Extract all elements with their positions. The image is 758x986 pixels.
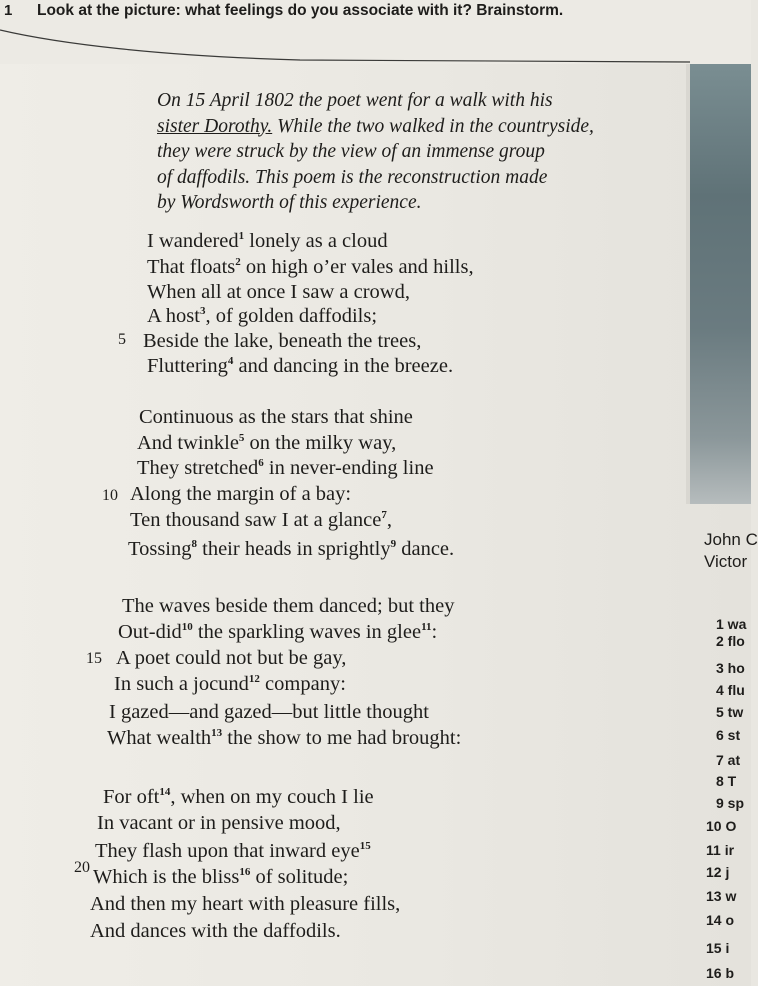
poem-line: Out-did$^{10}$ the sparkling waves in glee$^{11}$: <box>118 621 438 643</box>
glossary-column <box>700 570 751 986</box>
footnote-marker: 5 <box>238 432 245 445</box>
line-number: 5 <box>118 331 126 348</box>
task-number: 1 <box>4 2 13 19</box>
footnote-marker: 1 <box>238 230 245 243</box>
poem-line: And twinkle$^5$ on the milky way, <box>137 432 397 454</box>
glossary-entry: 16 b <box>706 965 735 981</box>
poem-line: I gazed—and gazed—but little thought <box>109 701 429 723</box>
glossary-entry: 5 tw <box>716 704 744 720</box>
footnote-marker: 12 <box>248 673 260 686</box>
footnote-marker: 9 <box>390 538 397 551</box>
intro-line: On 15 April 1802 the poet went for a walk with his <box>157 90 553 111</box>
photo-caption-line: John C <box>704 530 758 549</box>
footnote-marker: 7 <box>381 509 387 522</box>
glossary-entry: 6 st <box>716 727 741 743</box>
footnote-marker: 4 <box>227 355 234 368</box>
footnote-marker: 6 <box>258 457 264 470</box>
glossary-entry: 15 i <box>706 940 730 956</box>
poem-line: That floats$^2$ on high o’er vales and hills, <box>147 256 474 278</box>
section-divider <box>0 0 751 70</box>
poem-line: I wandered$^1$ lonely as a cloud <box>147 230 388 252</box>
poem-line: In such a jocund$^{12}$ company: <box>114 673 346 695</box>
poem-line: In vacant or in pensive mood, <box>97 812 341 834</box>
glossary-entry: 7 at <box>716 752 741 768</box>
glossary-entry: 10 O <box>706 818 737 834</box>
glossary-entry: 9 sp <box>716 795 745 811</box>
task-instruction: Look at the picture: what feelings do you associate with it? Brainstorm. <box>37 2 564 19</box>
poem-line: Along the margin of a bay: <box>130 483 352 505</box>
footnote-marker: 13 <box>211 727 223 740</box>
line-number: 15 <box>86 650 102 667</box>
poem-line: Ten thousand saw I at a glance$^7$, <box>130 509 392 531</box>
footnote-marker: 8 <box>191 538 197 551</box>
poem-line: And dances with the daffodils. <box>90 920 341 942</box>
intro-line: of daffodils. This poem is the reconstruction made <box>157 166 548 188</box>
photo-caption-line: Victor <box>704 552 748 571</box>
glossary-entry: 12 j <box>706 864 730 880</box>
line-number: 20 <box>74 859 90 876</box>
footnote-marker: 11 <box>421 621 432 634</box>
daffodil-photo <box>690 64 751 504</box>
poem-line: Tossing$^8$ their heads in sprightly$^9$ dance. <box>128 538 455 560</box>
glossary-entry: 11 ir <box>706 842 735 858</box>
footnote-marker: 15 <box>359 840 371 853</box>
poem-line: Which is the bliss$^{16}$ of solitude; <box>93 866 349 888</box>
poem-line: Beside the lake, beneath the trees, <box>143 330 422 352</box>
footnote-marker: 3 <box>199 305 206 318</box>
footnote-marker: 2 <box>235 256 241 269</box>
intro-line: by Wordsworth of this experience. <box>157 192 422 213</box>
poem-line: What wealth$^{13}$ the show to me had brought: <box>107 727 462 749</box>
footnote-marker: 10 <box>181 621 193 634</box>
poem-line: The waves beside them danced; but they <box>122 595 455 617</box>
poem-introduction <box>157 88 594 216</box>
poem-line: A poet could not but be gay, <box>116 647 347 669</box>
footnote-marker: 16 <box>239 866 251 879</box>
poem-line: A host$^3$, of golden daffodils; <box>147 305 378 327</box>
poem-line: For oft$^{14}$, when on my couch I lie <box>103 786 374 808</box>
poem-line: When all at once I saw a crowd, <box>147 281 410 303</box>
glossary-entry: 13 w <box>706 888 737 904</box>
glossary-entry: 8 T <box>716 773 737 789</box>
poem-line: Continuous as the stars that shine <box>139 406 413 428</box>
poem-line: And then my heart with pleasure fills, <box>90 893 401 915</box>
poem-line: They stretched$^6$ in never-ending line <box>137 457 434 479</box>
intro-line: they were struck by the view of an immense group <box>157 141 545 162</box>
underlined-phrase: sister Dorothy. <box>157 115 273 137</box>
footnote-marker: 14 <box>159 786 171 799</box>
line-number: 10 <box>102 487 118 504</box>
glossary-entry: 1 wa <box>716 616 747 632</box>
glossary-entry: 3 ho <box>716 660 745 676</box>
glossary-entry: 14 o <box>706 912 735 928</box>
intro-line: sister Dorothy. While the two walked in the countryside, <box>157 115 594 137</box>
glossary-entry: 4 flu <box>716 682 745 698</box>
glossary-entry: 2 flo <box>716 633 745 649</box>
poem-line: Fluttering$^4$ and dancing in the breeze. <box>147 355 454 377</box>
poem-line: They flash upon that inward eye$^{15}$ <box>95 840 371 862</box>
